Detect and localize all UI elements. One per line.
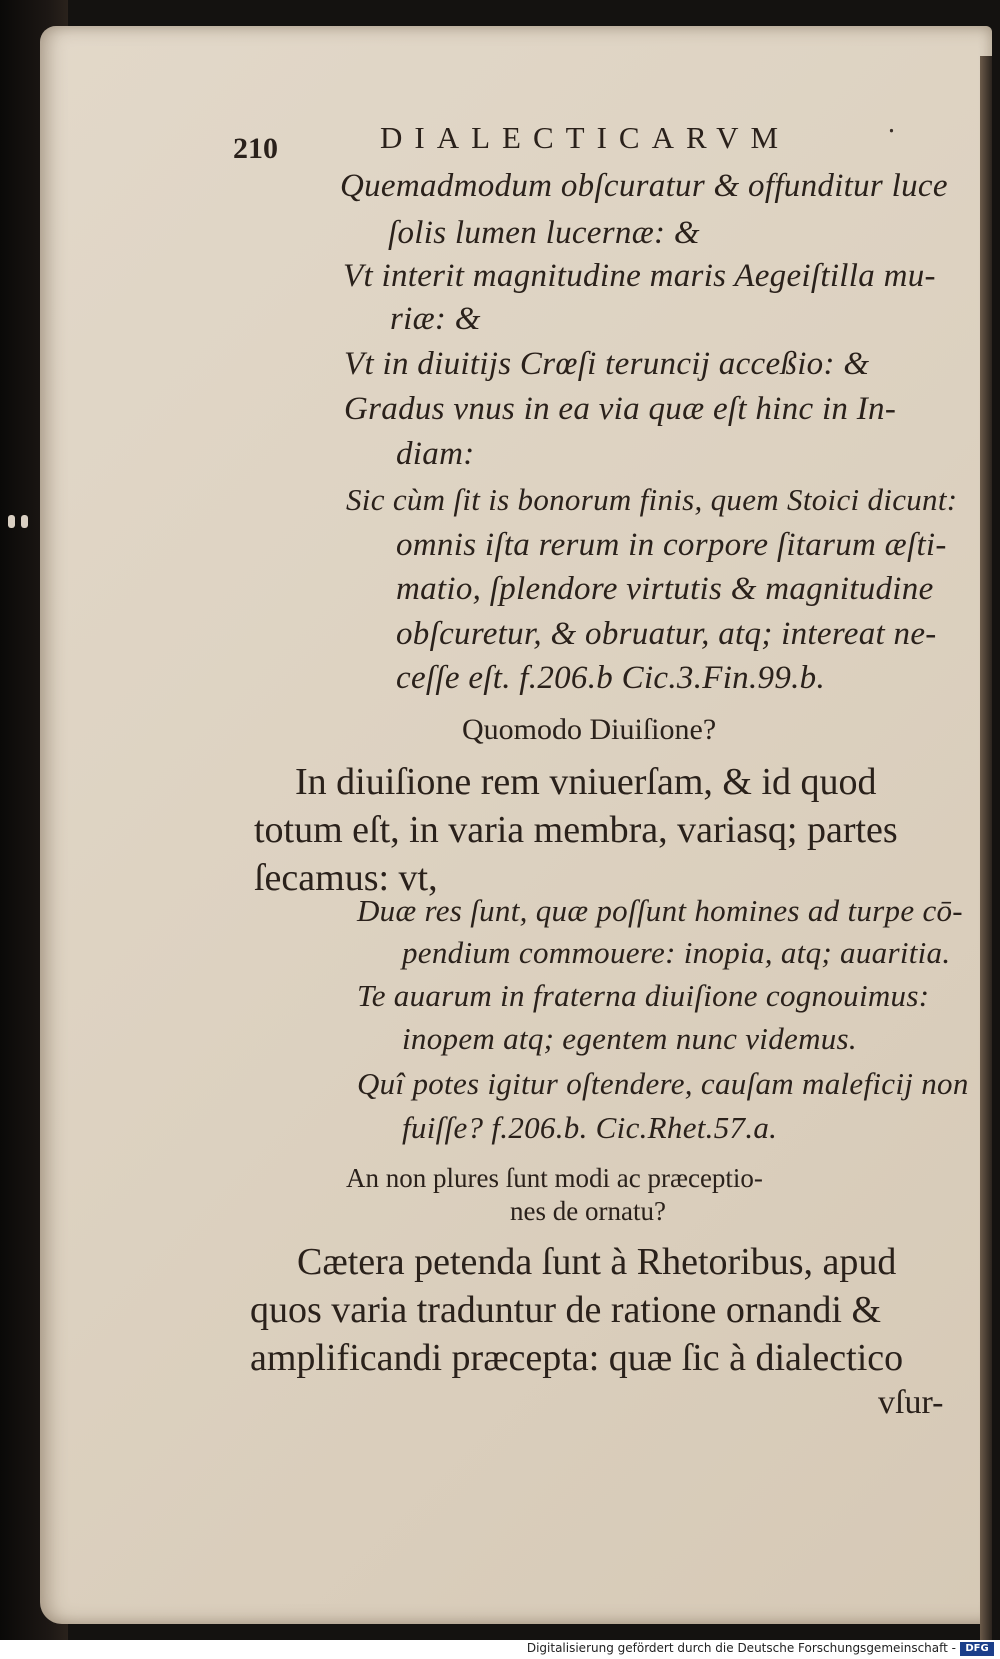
section-question: nes de ornatu? <box>510 1196 666 1226</box>
section-question: An non plures ſunt modi ac præceptio- <box>346 1163 763 1193</box>
text-line: Quemadmodum obſcuratur & offunditur luce <box>340 168 948 204</box>
text-line: In diuiſione rem vniuerſam, & id quod <box>295 761 877 803</box>
page-number: 210 <box>233 132 278 165</box>
running-title: DIALECTICARVM <box>380 120 791 155</box>
text-line: Duæ res ſunt, quæ poſſunt homines ad turpe cō- <box>357 893 963 928</box>
text-line: fuiſſe? f.206.b. Cic.Rhet.57.a. <box>402 1110 778 1145</box>
text-line: Vt interit magnitudine maris Aegeiſtilla mu- <box>343 258 936 294</box>
text-line: Cætera petenda ſunt à Rhetoribus, apud <box>297 1241 897 1283</box>
catchword: vſur- <box>878 1384 944 1421</box>
page-mark: ⸱ <box>888 117 895 146</box>
text-line: inopem atq; egentem nunc videmus. <box>402 1021 857 1056</box>
margin-mark <box>8 515 15 528</box>
text-line: riæ: & <box>390 301 481 337</box>
text-line: quos varia traduntur de ratione ornandi & <box>250 1289 882 1331</box>
text-line: amplificandi præcepta: quæ ſic à dialectico <box>250 1337 904 1379</box>
section-question: Quomodo Diuiſione? <box>462 713 717 746</box>
text-line: diam: <box>396 436 475 472</box>
text-line: obſcuretur, & obruatur, atq; intereat ne- <box>396 616 937 652</box>
text-line: ceſſe eſt. f.206.b Cic.3.Fin.99.b. <box>396 660 826 696</box>
footer-bar <box>0 1640 1000 1659</box>
text-line: Te auarum in fraterna diuiſione cognouimus: <box>357 978 930 1013</box>
dfg-logo: DFG <box>960 1642 994 1656</box>
text-line: totum eſt, in varia membra, variasq; partes <box>254 809 898 851</box>
text-line: Gradus vnus in ea via quæ eſt hinc in In- <box>344 391 897 427</box>
margin-mark <box>21 515 28 528</box>
text-line: omnis iſta rerum in corpore ſitarum æſti- <box>396 527 947 563</box>
text-line: matio, ſplendore virtutis & magnitudine <box>396 571 934 607</box>
text-line: ſolis lumen lucernæ: & <box>388 215 700 251</box>
text-line: Vt in diuitijs Crœſi teruncij acceßio: & <box>344 346 870 382</box>
margin-marks <box>8 513 34 532</box>
text-line: ſecamus: vt, <box>254 857 438 899</box>
text-line: pendium commouere: inopia, atq; auaritia. <box>402 935 951 970</box>
text-line: Sic cùm ſit is bonorum finis, quem Stoici dicunt: <box>346 482 958 517</box>
text-line: Quî potes igitur oſtendere, cauſam maleficij non <box>357 1066 969 1101</box>
footer-credit: Digitalisierung gefördert durch die Deutsche Forschungsgemeinschaft - <box>526 1641 956 1655</box>
page-edge <box>980 56 992 1646</box>
